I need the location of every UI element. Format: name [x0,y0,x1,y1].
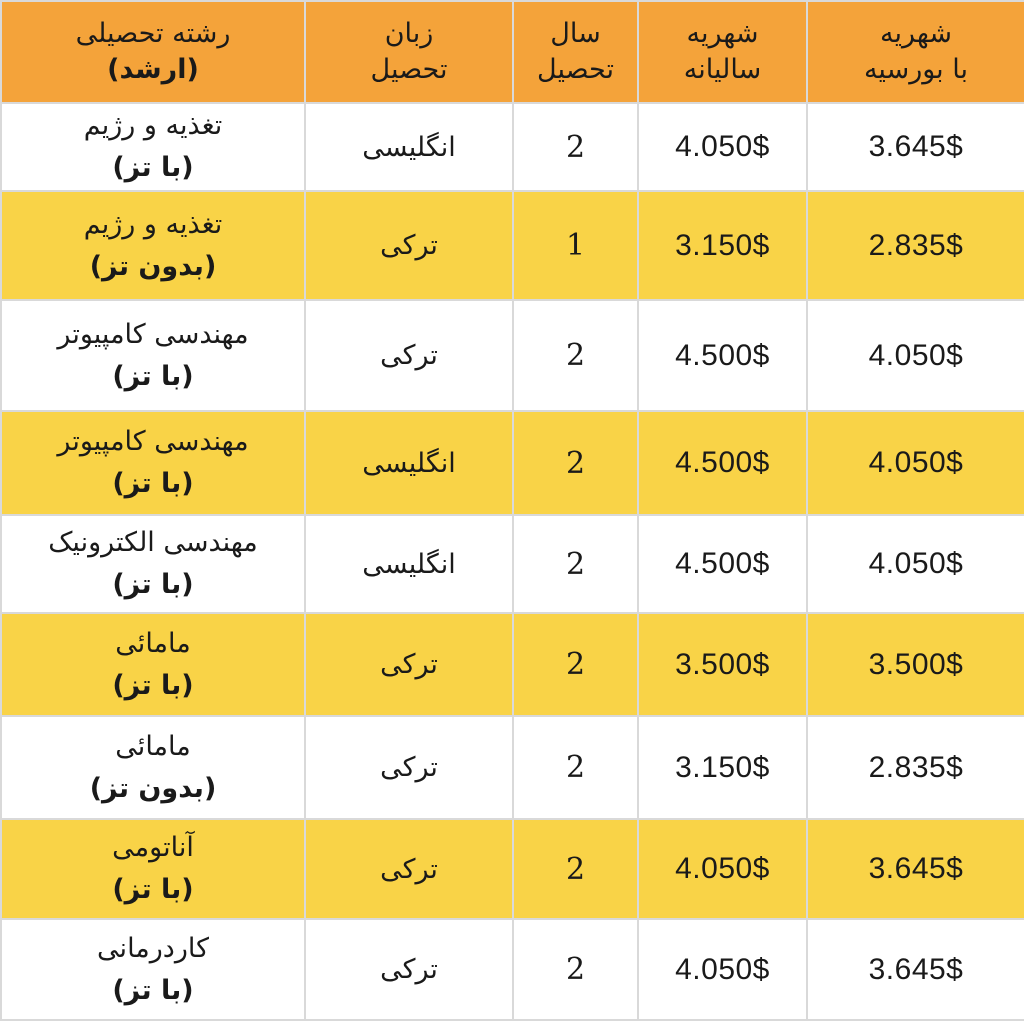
header-language-line2: تحصیل [370,54,448,85]
program-name: مامائی [115,627,191,659]
header-language [305,1,513,103]
years-cell: 2 [513,515,638,613]
program-cell [1,300,305,411]
header-years [513,1,638,103]
header-annual-line2: سالیانه [683,54,762,85]
program-cell [1,103,305,191]
annual-tuition-cell: 4.050$ [638,919,807,1020]
language-cell: ترکی [305,191,513,300]
program-name: کاردرمانی [97,932,209,964]
annual-tuition-cell: 4.050$ [638,819,807,919]
program-cell [1,716,305,819]
program-name: مامائی [115,730,191,762]
program-name: مهندسی کامپیوتر [57,426,249,457]
program-cell [1,191,305,300]
thesis-type: (بدون تز) [89,250,217,282]
scholarship-tuition-cell: 3.645$ [807,919,1024,1020]
program-name: مهندسی کامپیوتر [57,318,249,350]
language-cell: ترکی [305,716,513,819]
header-years-line1: سال [550,18,601,49]
annual-tuition-cell: 4.500$ [638,300,807,411]
language-cell: ترکی [305,919,513,1020]
program-cell [1,819,305,919]
years-cell: 2 [513,411,638,515]
annual-tuition-cell: 3.150$ [638,191,807,300]
header-row [1,1,1024,103]
table-row [1,191,1024,300]
annual-tuition-cell: 4.500$ [638,515,807,613]
language-cell: ترکی [305,819,513,919]
program-cell [1,411,305,515]
header-language-line1: زبان [384,18,434,49]
header-program [1,1,305,103]
scholarship-tuition-cell: 4.050$ [807,300,1024,411]
header-scholarship-line2: با بورسیه [863,54,969,85]
annual-tuition-cell: 3.150$ [638,716,807,819]
thesis-type: (با تز) [112,974,194,1006]
program-name: تغذیه و رژیم [83,208,223,240]
thesis-type: (با تز) [112,360,194,392]
program-name: مهندسی الکترونیک [48,527,258,558]
program-name: آناتومی [112,832,194,863]
annual-tuition-cell: 4.500$ [638,411,807,515]
thesis-type: (با تز) [112,569,194,600]
program-cell [1,919,305,1020]
scholarship-tuition-cell: 3.500$ [807,613,1024,716]
table-row [1,300,1024,411]
language-cell: ترکی [305,613,513,716]
header-scholarship-line1: شهریه [880,18,952,49]
thesis-type: (با تز) [112,152,194,183]
table-row [1,716,1024,819]
language-cell: انگلیسی [305,515,513,613]
annual-tuition-cell: 4.050$ [638,103,807,191]
table-row [1,613,1024,716]
thesis-type: (با تز) [112,874,194,905]
scholarship-tuition-cell: 2.835$ [807,191,1024,300]
language-cell: انگلیسی [305,411,513,515]
thesis-type: (با تز) [112,468,194,499]
years-cell: 2 [513,103,638,191]
scholarship-tuition-cell: 4.050$ [807,515,1024,613]
table-row [1,103,1024,191]
table-row [1,819,1024,919]
scholarship-tuition-cell: 3.645$ [807,819,1024,919]
years-cell: 2 [513,919,638,1020]
years-cell: 2 [513,819,638,919]
table-row [1,515,1024,613]
thesis-type: (با تز) [112,669,194,701]
years-cell: 2 [513,300,638,411]
header-annual-line1: شهریه [686,18,759,49]
years-cell: 1 [513,191,638,300]
program-cell [1,613,305,716]
program-cell [1,515,305,613]
header-scholarship-tuition [807,1,1024,103]
scholarship-tuition-cell: 3.645$ [807,103,1024,191]
header-program-title: رشته تحصیلی [75,18,231,49]
language-cell: انگلیسی [305,103,513,191]
language-cell: ترکی [305,300,513,411]
program-name: تغذیه و رژیم [83,110,223,141]
header-years-line2: تحصیل [537,54,614,85]
thesis-type: (بدون تز) [89,772,217,804]
scholarship-tuition-cell: 4.050$ [807,411,1024,515]
years-cell: 2 [513,613,638,716]
table-row [1,919,1024,1020]
table-row [1,411,1024,515]
years-cell: 2 [513,716,638,819]
scholarship-tuition-cell: 2.835$ [807,716,1024,819]
header-program-level: (ارشد) [107,54,199,85]
annual-tuition-cell: 3.500$ [638,613,807,716]
header-annual-tuition [638,1,807,103]
